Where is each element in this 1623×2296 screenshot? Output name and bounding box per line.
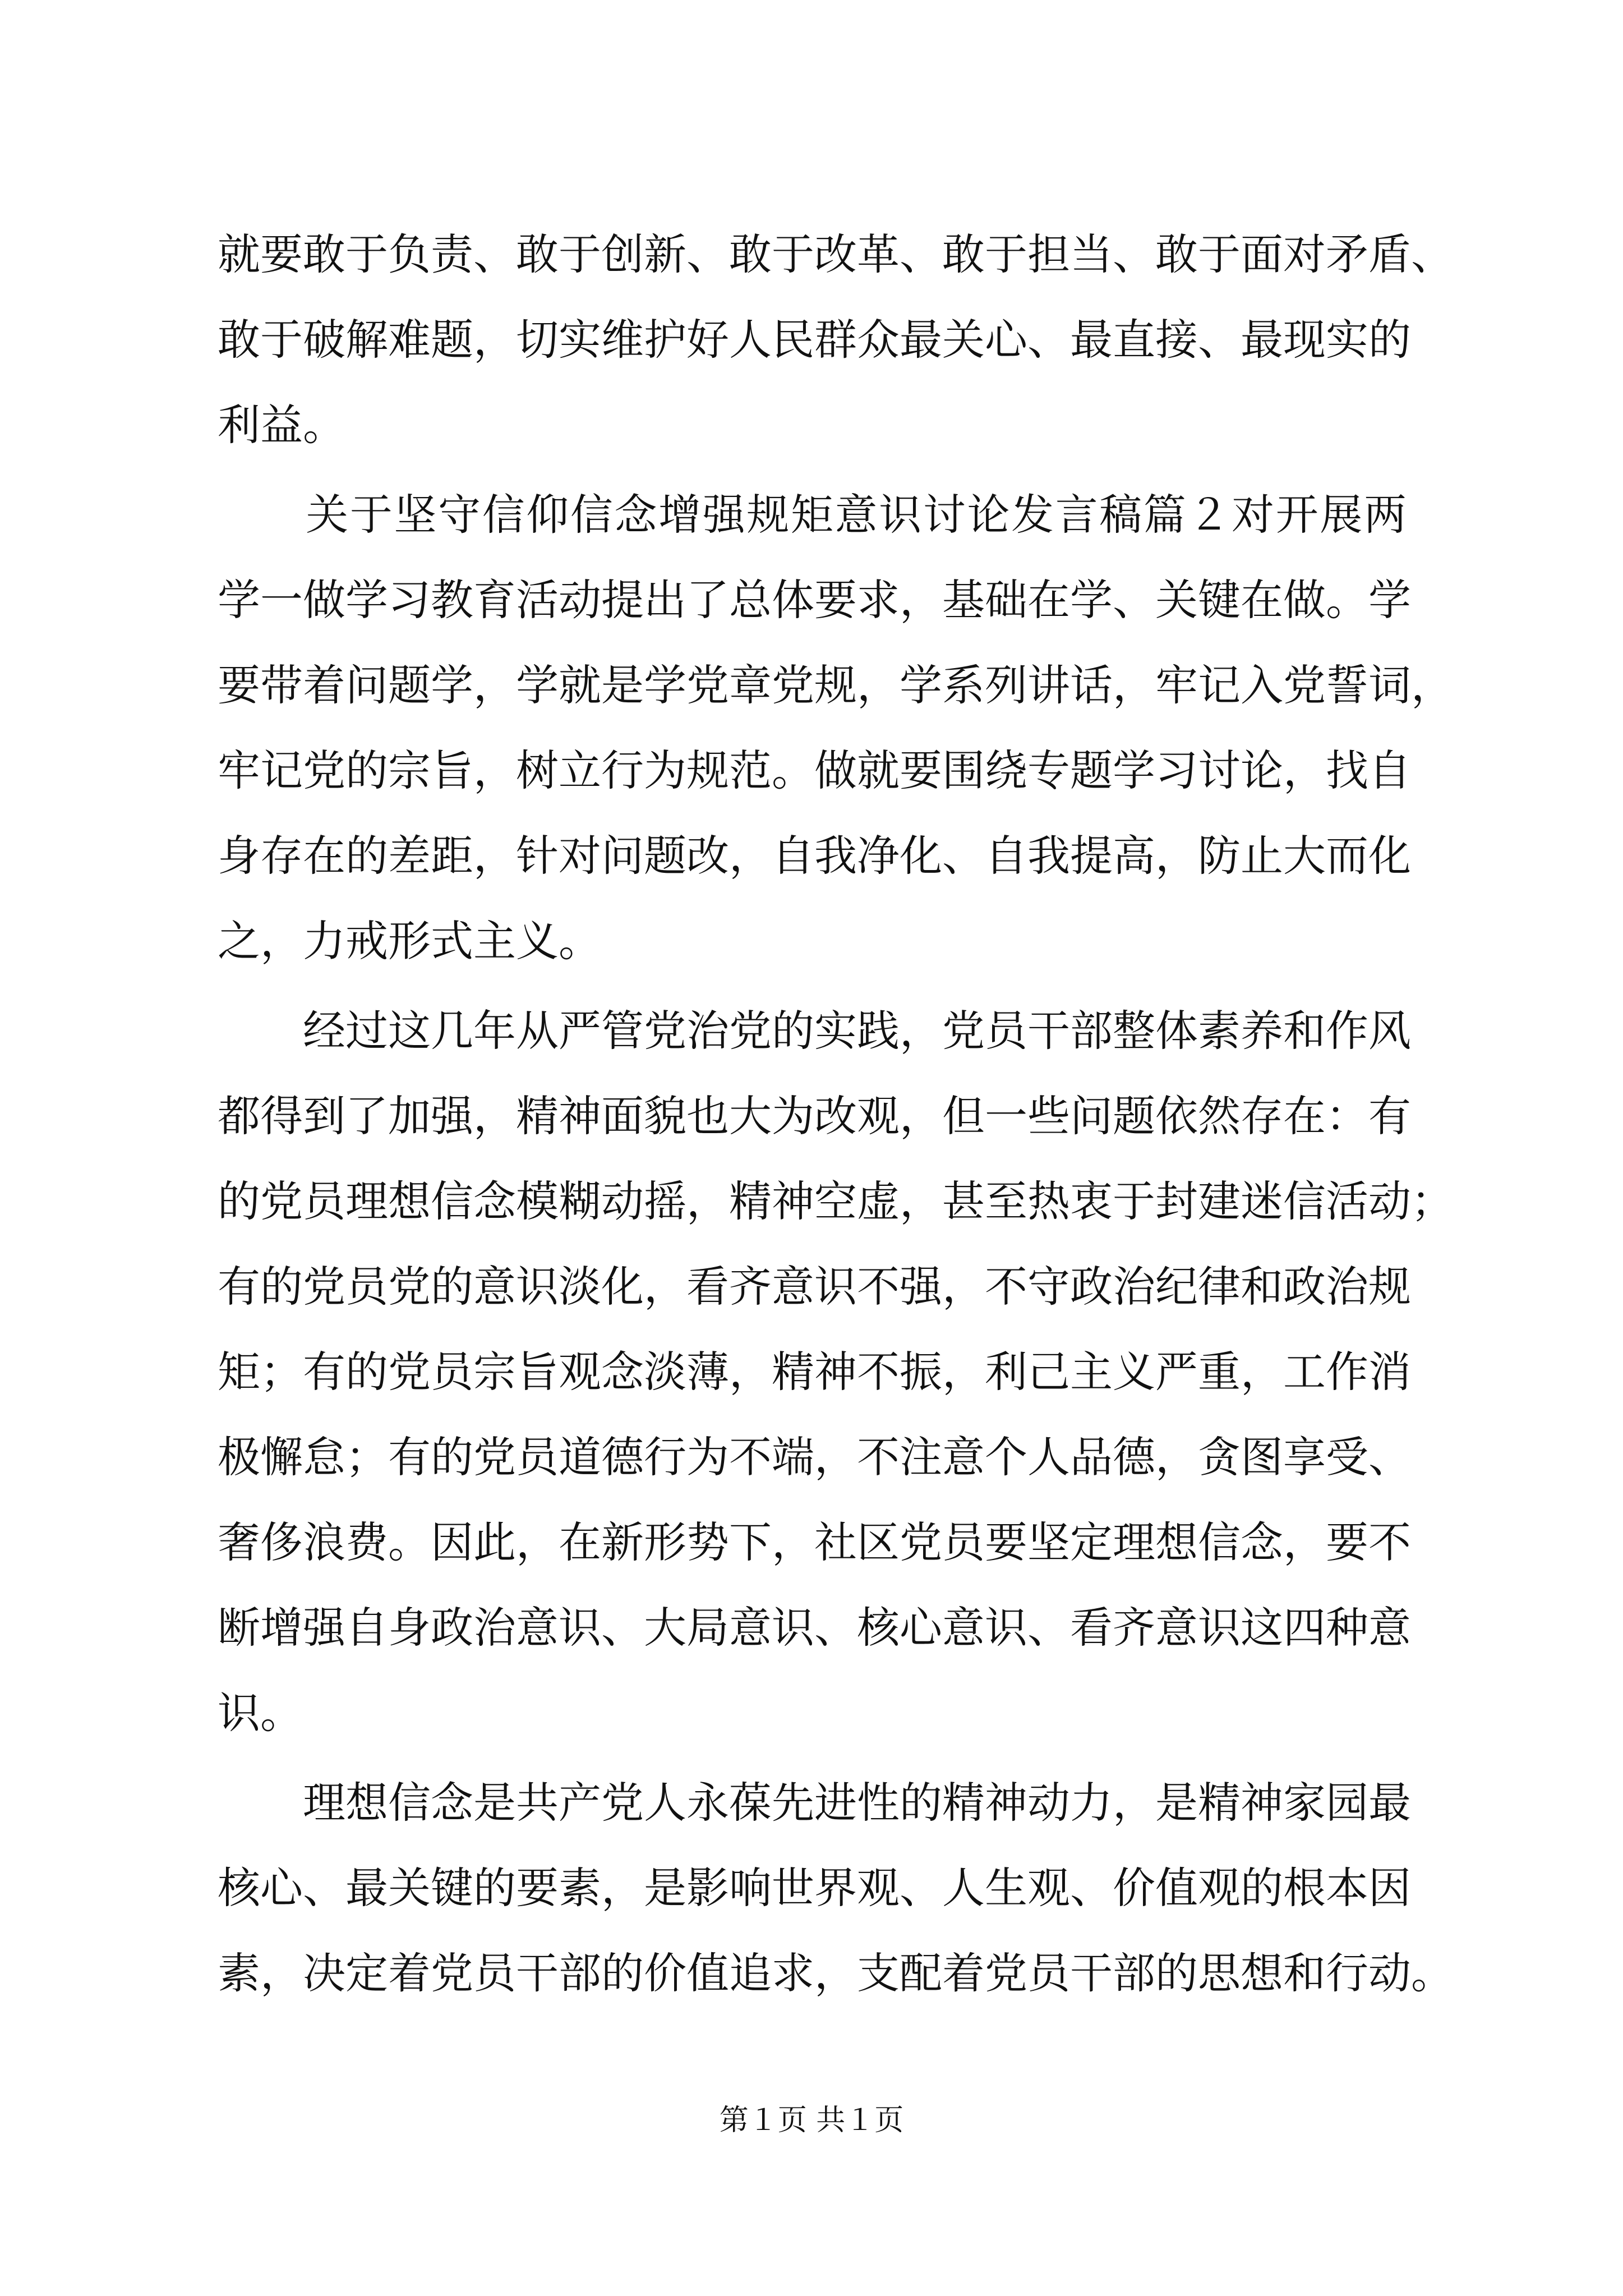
text-line: 要带着问题学，学就是学党章党规，学系列讲话，牢记入党誓词， bbox=[218, 660, 1454, 710]
text-line: 敢于破解难题，切实维护好人民群众最关心、最直接、最现实的 bbox=[218, 315, 1411, 365]
text-line: 学一做学习教育活动提出了总体要求，基础在学、关键在做。学 bbox=[218, 575, 1411, 625]
page-footer: 第１页 共１页 bbox=[719, 2104, 904, 2137]
text-line: 关于坚守信仰信念增强规矩意识讨论发言稿篇２对开展两 bbox=[218, 490, 1407, 540]
text-line: 核心、最关键的要素，是影响世界观、人生观、价值观的根本因 bbox=[218, 1863, 1411, 1913]
text-line: 就要敢于负责、敢于创新、敢于改革、敢于担当、敢于面对矛盾、 bbox=[218, 229, 1454, 279]
paragraph bbox=[218, 212, 1454, 468]
text-line: 极懈怠；有的党员道德行为不端，不注意个人品德，贪图享受、 bbox=[218, 1432, 1411, 1482]
text-line: 奢侈浪费。因此，在新形势下，社区党员要坚定理想信念，要不 bbox=[218, 1517, 1411, 1567]
text-line: 理想信念是共产党人永葆先进性的精神动力，是精神家园最 bbox=[218, 1778, 1411, 1828]
text-line: 经过这几年从严管党治党的实践，党员干部整体素养和作风 bbox=[218, 1006, 1411, 1056]
text-line: 身存在的差距，针对问题改，自我净化、自我提高，防止大而化 bbox=[218, 831, 1411, 881]
text-line: 的党员理想信念模糊动摇，精神空虚，甚至热衷于封建迷信活动； bbox=[218, 1176, 1454, 1226]
text-line: 之，力戒形式主义。 bbox=[218, 916, 601, 966]
text-line: 都得到了加强，精神面貌也大为改观，但一些问题依然存在：有 bbox=[218, 1091, 1411, 1141]
text-line: 识。 bbox=[218, 1688, 303, 1738]
text-line: 素，决定着党员干部的价值追求，支配着党员干部的思想和行动。 bbox=[218, 1948, 1454, 1998]
text-line: 牢记党的宗旨，树立行为规范。做就要围绕专题学习讨论，找自 bbox=[218, 746, 1411, 795]
text-line: 利益。 bbox=[218, 400, 345, 450]
paragraph bbox=[218, 988, 1454, 1756]
document-body bbox=[218, 212, 1454, 2016]
paragraph bbox=[218, 472, 1454, 984]
text-line: 矩；有的党员宗旨观念淡薄，精神不振，利己主义严重，工作消 bbox=[218, 1347, 1411, 1397]
paragraph bbox=[218, 1760, 1454, 2016]
text-line: 有的党员党的意识淡化，看齐意识不强，不守政治纪律和政治规 bbox=[218, 1262, 1411, 1312]
text-line: 断增强自身政治意识、大局意识、核心意识、看齐意识这四种意 bbox=[218, 1603, 1411, 1653]
